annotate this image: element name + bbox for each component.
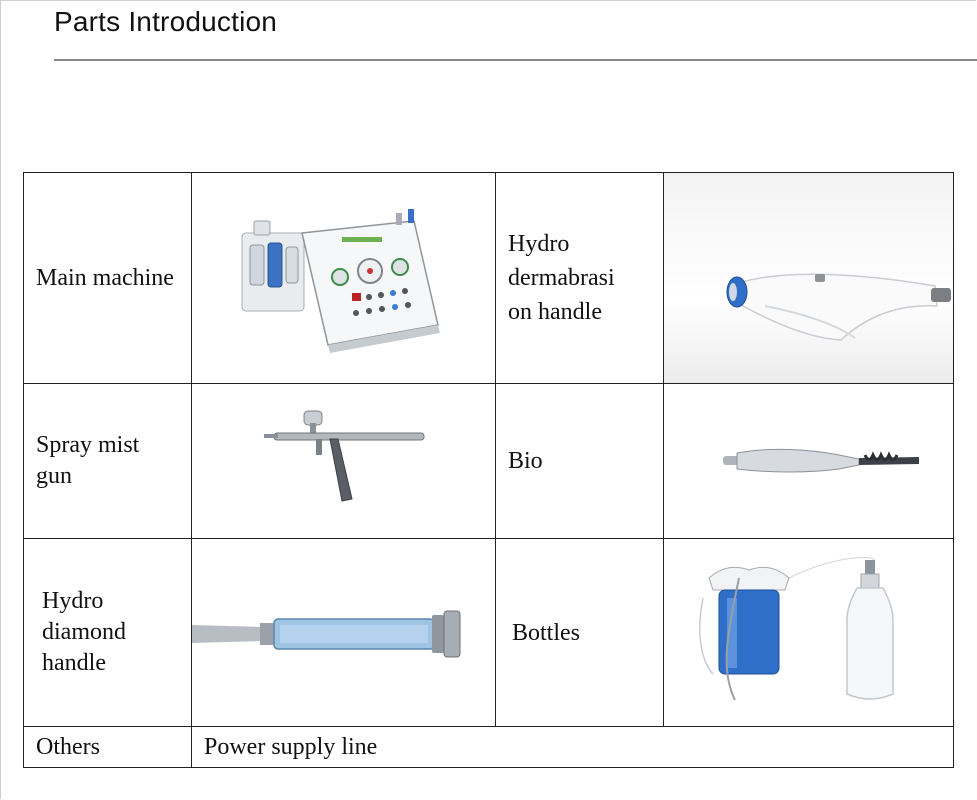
hydro-dermabrasion-handle-image <box>664 173 954 384</box>
part-label-main-machine: Main machine <box>24 173 192 384</box>
table-row <box>24 173 954 384</box>
part-label-bottles: Bottles <box>496 539 664 727</box>
title-divider <box>54 59 977 61</box>
others-value: Power supply line <box>192 727 954 768</box>
part-label-hydro-diamond-handle: Hydro diamond handle <box>24 539 192 727</box>
part-label-bio: Bio <box>496 384 664 539</box>
hydro-diamond-handle-image <box>192 539 496 727</box>
main-machine-image <box>192 173 496 384</box>
table-row <box>24 539 954 727</box>
table-row <box>24 384 954 539</box>
part-label-hydro-dermabrasion-handle: Hydro dermabrasi on handle <box>496 173 664 384</box>
others-label: Others <box>24 727 192 768</box>
part-label-spray-mist-gun: Spray mist gun <box>24 384 192 539</box>
table-row-others <box>24 727 954 768</box>
parts-table <box>23 172 954 768</box>
bottles-image <box>664 539 954 727</box>
spray-mist-gun-image <box>192 384 496 539</box>
bio-handle-image <box>664 384 954 539</box>
page-title: Parts Introduction <box>54 6 278 37</box>
